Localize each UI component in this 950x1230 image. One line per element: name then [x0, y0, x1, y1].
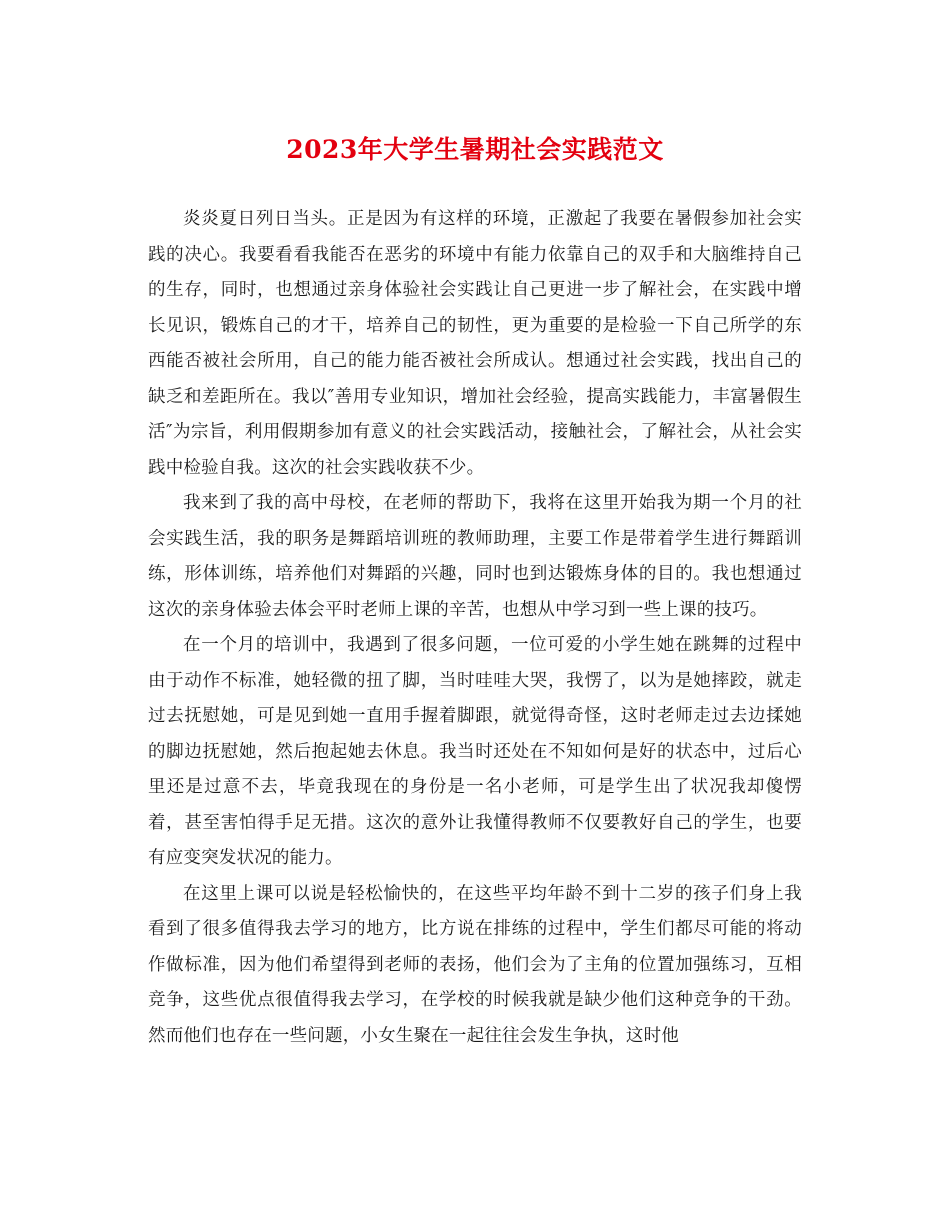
- paragraph-3: 在一个月的培训中，我遇到了很多问题，一位可爱的小学生她在跳舞的过程中由于动作不标准，她轻微的扭了脚，当时哇哇大哭，我愣了，以为是她摔跤，就走过去抚慰她，可是见到她一直用手握着脚跟，就觉得奇怪，这时老师走过去边揉她的脚边抚慰她，然后抱起她去休息。我当时还处在不知如何是好的状态中，过后心里还是过意不去，毕竟我现在的身份是一名小老师，可是学生出了状况我却傻愣着，甚至害怕得手足无措。这次的意外让我懂得教师不仅要教好自己的学生，也要有应变突发状况的能力。: [148, 635, 802, 868]
- document-title: 2023年大学生暑期社会实践范文: [286, 135, 664, 164]
- paragraph-2: 我来到了我的高中母校，在老师的帮助下，我将在这里开始我为期一个月的社会实践生活，我的职务是舞蹈培训班的教师助理，主要工作是带着学生进行舞蹈训练，形体训练，培养他们对舞蹈的兴趣，同时也到达锻炼身体的目的。我也想通过这次的亲身体验去体会平时老师上课的辛苦，也想从中学习到一些上课的技巧。: [148, 493, 802, 620]
- paragraph-4: 在这里上课可以说是轻松愉快的，在这些平均年龄不到十二岁的孩子们身上我看到了很多值得我去学习的地方，比方说在排练的过程中，学生们都尽可能的将动作做标准，因为他们希望得到老师的表扬，他们会为了主角的位置加强练习，互相竞争，这些优点很值得我去学习，在学校的时候我就是缺少他们这种竞争的干劲。然而他们也存在一些问题，小女生聚在一起往往会发生争执，这时他: [148, 883, 802, 1046]
- document-body: [148, 202, 802, 1054]
- paragraph-1: 炎炎夏日列日当头。正是因为有这样的环境，正激起了我要在暑假参加社会实践的决心。我要看看我能否在恶劣的环境中有能力依靠自己的双手和大脑维持自己的生存，同时，也想通过亲身体验社会实践让自己更进一步了解社会，在实践中增长见识，锻炼自己的才干，培养自己的韧性，更为重要的是检验一下自己所学的东西能否被社会所用，自己的能力能否被社会所成认。想通过社会实践，找出自己的缺乏和差距所在。我以″善用专业知识，增加社会经验，提高实践能力，丰富暑假生活″为宗旨，利用假期参加有意义的社会实践活动，接触社会，了解社会，从社会实践中检验自我。这次的社会实践收获不少。: [148, 209, 802, 478]
